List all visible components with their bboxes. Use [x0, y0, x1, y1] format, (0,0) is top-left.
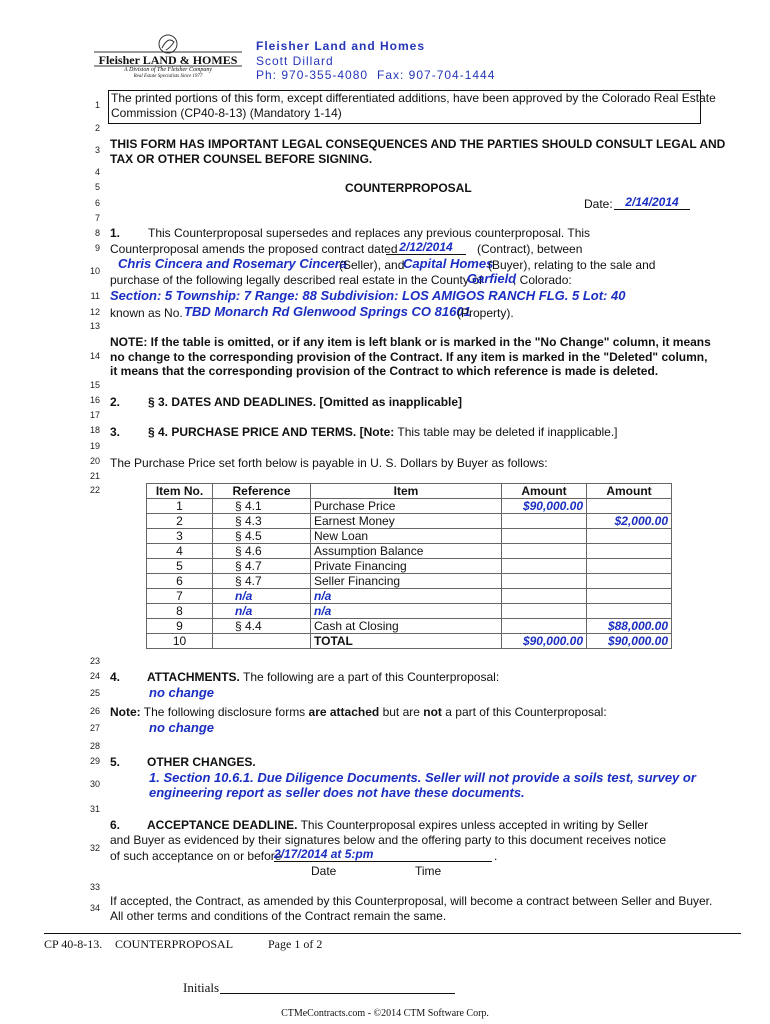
section-3-number: 3. [110, 425, 121, 439]
item-cell: n/a [311, 604, 502, 619]
price-intro: The Purchase Price set forth below is payable in U. S. Dollars by Buyer as follows: [110, 456, 548, 470]
reference-cell: § 4.3 [213, 514, 311, 529]
county-value[interactable]: Garfield [467, 271, 517, 286]
item-number-cell: 8 [147, 604, 213, 619]
line-number: 19 [89, 441, 100, 451]
item-number-cell: 6 [147, 574, 213, 589]
page-number: Page 1 of 2 [268, 937, 323, 951]
copyright: CTMeContracts.com - ©2014 CTM Software Corp. [281, 1008, 489, 1019]
disclosure-note-but: but are [379, 705, 424, 719]
property-address-value[interactable]: TBD Monarch Rd Glenwood Springs CO 81601 [184, 304, 471, 319]
section-6-number: 6. [110, 818, 121, 832]
table-row [147, 574, 672, 589]
table-row [147, 544, 672, 559]
table-row [147, 634, 672, 649]
line-number: 6 [94, 198, 100, 208]
line-number: 7 [94, 213, 100, 223]
table-row [147, 499, 672, 514]
disclosure-note-label: Note: [110, 705, 141, 719]
item-cell: Cash at Closing [311, 619, 502, 634]
item-cell: Purchase Price [311, 499, 502, 514]
reference-cell: n/a [213, 589, 311, 604]
item-number-cell: 9 [147, 619, 213, 634]
section-1-number: 1. [110, 226, 121, 240]
line-number: 15 [89, 380, 100, 390]
line-number: 12 [89, 307, 100, 317]
line-number: 11 [90, 291, 100, 301]
section-4-title: ATTACHMENTS. [147, 670, 240, 684]
company-name: Fleisher Land and Homes [256, 39, 426, 53]
item-number-cell: 1 [147, 499, 213, 514]
section-2-text: § 3. DATES AND DEADLINES. [Omitted as inapplicable] [148, 395, 463, 409]
line-number: 21 [89, 471, 100, 481]
section-6-line3: of such acceptance on or before [110, 849, 282, 863]
item-cell: Earnest Money [311, 514, 502, 529]
amount-1-cell[interactable] [502, 604, 587, 619]
acceptance-deadline-value[interactable]: 2/17/2014 at 5:pm [274, 847, 492, 862]
col-item-no: Item No. [147, 484, 213, 499]
section-2-number: 2. [110, 395, 121, 409]
item-number-cell: 3 [147, 529, 213, 544]
buyer-label: (Buyer), relating to the sale and [488, 258, 656, 272]
section-5-title: OTHER CHANGES. [147, 755, 256, 769]
col-amount-2: Amount [587, 484, 672, 499]
disclosure-note-end: a part of this Counterproposal: [441, 705, 607, 719]
line-number: 3 [94, 145, 100, 155]
line-number: 14 [89, 351, 100, 361]
line-number: 1 [94, 100, 100, 110]
table-row [147, 514, 672, 529]
reference-cell: n/a [213, 604, 311, 619]
table-header-row [147, 484, 672, 499]
section-1-line4: purchase of the following legally described real estate in the County of [110, 273, 483, 287]
attachments-value[interactable]: no change [149, 685, 215, 700]
line-number: 28 [89, 741, 100, 751]
reference-cell: § 4.7 [213, 559, 311, 574]
amount-1-cell[interactable] [502, 559, 587, 574]
page-title: COUNTERPROPOSAL [345, 181, 472, 195]
amount-2-cell[interactable]: $88,000.00 [587, 619, 672, 634]
line-number: 16 [89, 395, 100, 405]
line-number: 9 [94, 243, 100, 253]
section-6-body: This Counterproposal expires unless accepted in writing by Seller [297, 818, 649, 832]
logo-tagline: Real Estate Specialists Since 1977 [133, 74, 203, 79]
legal-warning-line2: TAX OR OTHER COUNSEL BEFORE SIGNING. [110, 152, 373, 166]
col-item: Item [311, 484, 502, 499]
date-caption: Date [311, 864, 337, 878]
amount-2-cell[interactable] [587, 604, 672, 619]
date-label: Date: [584, 197, 613, 211]
item-number-cell: 2 [147, 514, 213, 529]
item-number-cell: 7 [147, 589, 213, 604]
reference-cell: § 4.5 [213, 529, 311, 544]
section-3-note: This table may be deleted if inapplicable.] [394, 425, 618, 439]
amount-2-cell[interactable]: $2,000.00 [587, 514, 672, 529]
line-number: 10 [89, 266, 100, 276]
line-number: 32 [89, 843, 100, 853]
table-row [147, 619, 672, 634]
agent-name: Scott Dillard [256, 54, 334, 68]
amount-2-cell[interactable] [587, 589, 672, 604]
date-value[interactable]: 2/14/2014 [614, 195, 690, 210]
section-4-body: The following are a part of this Counterproposal: [239, 670, 500, 684]
legal-description-value[interactable]: Section: 5 Township: 7 Range: 88 Subdivision: LOS AMIGOS RANCH FLG. 5 Lot: 40 [110, 288, 626, 303]
line-number: 25 [89, 688, 100, 698]
item-number-cell: 5 [147, 559, 213, 574]
line-number: 4 [94, 167, 100, 177]
line-number: 13 [89, 321, 100, 331]
section-3-heading: § 4. PURCHASE PRICE AND TERMS. [Note: [148, 425, 395, 439]
line-number: 33 [89, 882, 100, 892]
reference-cell: § 4.6 [213, 544, 311, 559]
table-row [147, 589, 672, 604]
line-number: 17 [89, 410, 100, 420]
property-label: (Property). [457, 306, 514, 320]
disclosure-note [110, 705, 607, 719]
note-line2: no change to the corresponding provision of the Contract. If any item is marked in the "Deleted" column, [110, 350, 708, 364]
disclosure-note-attached: are attached [308, 705, 380, 719]
amount-1-cell[interactable] [502, 574, 587, 589]
amount-1-cell[interactable]: $90,000.00 [502, 499, 587, 514]
item-cell: New Loan [311, 529, 502, 544]
col-amount-1: Amount [502, 484, 587, 499]
line-number: 5 [94, 182, 100, 192]
line-number: 22 [89, 485, 100, 495]
known-as-label: known as No. [110, 306, 183, 320]
section-5-number: 5. [110, 755, 121, 769]
line-number: 31 [89, 804, 100, 814]
section-6-line2: and Buyer as evidenced by their signatures below and the offering party to this document receives notice [110, 833, 667, 847]
section-3-text [148, 425, 618, 439]
time-caption: Time [415, 864, 442, 878]
amount-2-cell[interactable] [587, 499, 672, 514]
footer-divider [44, 933, 741, 934]
amount-1-cell[interactable] [502, 514, 587, 529]
item-number-cell: 10 [147, 634, 213, 649]
agent-phone: Ph: 970-355-4080 [256, 68, 369, 82]
line-number: 26 [89, 706, 100, 716]
section-4-text [147, 670, 499, 684]
line-number: 18 [89, 425, 100, 435]
reference-cell: § 4.1 [213, 499, 311, 514]
line-number: 29 [89, 756, 100, 766]
note-line1: NOTE: If the table is omitted, or if any item is left blank or is marked in the "No Change" column, it means [110, 335, 711, 349]
line-number: 27 [89, 723, 100, 733]
col-reference: Reference [213, 484, 311, 499]
disclosure-value[interactable]: no change [149, 720, 215, 735]
state-suffix: , Colorado: [513, 273, 572, 287]
seller-label: (Seller), and [339, 258, 405, 272]
note-line3: it means that the corresponding provision of the Contract to which reference is made is deleted. [110, 364, 659, 378]
table-row [147, 529, 672, 544]
line-number: 24 [89, 671, 100, 681]
section-6-period: . [494, 849, 498, 863]
amount-1-cell[interactable] [502, 529, 587, 544]
amount-1-cell[interactable] [502, 589, 587, 604]
amount-1-cell[interactable] [502, 544, 587, 559]
seller-name-value[interactable]: Chris Cincera and Rosemary Cincera [118, 256, 348, 271]
agent-fax: Fax: 907-704-1444 [377, 68, 496, 82]
item-cell: Private Financing [311, 559, 502, 574]
reference-cell: § 4.7 [213, 574, 311, 589]
line-number: 23 [89, 656, 100, 666]
legal-warning-line1: THIS FORM HAS IMPORTANT LEGAL CONSEQUENCES AND THE PARTIES SHOULD CONSULT LEGAL AND [110, 137, 726, 151]
reference-cell: § 4.4 [213, 619, 311, 634]
table-row [147, 604, 672, 619]
contract-date-value[interactable]: 2/12/2014 [386, 240, 466, 255]
logo-brand: Fleisher LAND & HOMES [98, 53, 238, 67]
final-terms-line1: If accepted, the Contract, as amended by this Counterproposal, will become a contract between Seller and Buyer. [110, 894, 713, 908]
line-number: 2 [94, 123, 100, 133]
section-1-line2b: (Contract), between [477, 242, 583, 256]
other-changes-line2[interactable]: engineering report as seller does not have these documents. [149, 785, 525, 800]
other-changes-line1[interactable]: 1. Section 10.6.1. Due Diligence Documents. Seller will not provide a soils test, survey or [149, 770, 696, 785]
item-cell: Assumption Balance [311, 544, 502, 559]
amount-1-cell[interactable]: $90,000.00 [502, 634, 587, 649]
item-cell: TOTAL [311, 634, 502, 649]
amount-2-cell[interactable]: $90,000.00 [587, 634, 672, 649]
section-1-line2a: Counterproposal amends the proposed contract dated [110, 242, 398, 256]
item-number-cell: 4 [147, 544, 213, 559]
amount-2-cell[interactable] [587, 529, 672, 544]
line-number: 8 [94, 228, 100, 238]
section-1-text: This Counterproposal supersedes and replaces any previous counterproposal. This [148, 226, 591, 240]
disclosure-note-text: The following disclosure forms [140, 705, 309, 719]
item-cell: Seller Financing [311, 574, 502, 589]
disclosure-note-not: not [423, 705, 442, 719]
amount-2-cell[interactable] [587, 574, 672, 589]
section-4-number: 4. [110, 670, 121, 684]
logo-subtitle: A Division of The Fleisher Company [123, 67, 213, 73]
initials-label: Initials [183, 980, 220, 995]
line-number: 30 [89, 779, 100, 789]
item-cell: n/a [311, 589, 502, 604]
section-6-text [147, 818, 648, 832]
form-id: CP 40-8-13. [44, 937, 103, 951]
line-number: 34 [89, 903, 100, 913]
approval-notice-line2: Commission (CP40-8-13) (Mandatory 1-14) [111, 106, 342, 120]
table-row [147, 559, 672, 574]
price-table [146, 483, 672, 649]
section-6-title: ACCEPTANCE DEADLINE. [147, 818, 298, 832]
company-logo [92, 34, 244, 82]
buyer-name-value[interactable]: Capital Homes [403, 256, 494, 271]
form-name: COUNTERPROPOSAL [115, 937, 234, 951]
approval-notice-line1: The printed portions of this form, except differentiated additions, have been approved by the Colorado Real Estate [111, 91, 716, 105]
initials-field[interactable] [220, 993, 455, 994]
amount-1-cell[interactable] [502, 619, 587, 634]
final-terms-line2: All other terms and conditions of the Contract remain the same. [110, 909, 447, 923]
reference-cell [213, 634, 311, 649]
amount-2-cell[interactable] [587, 559, 672, 574]
line-number: 20 [89, 456, 100, 466]
amount-2-cell[interactable] [587, 544, 672, 559]
